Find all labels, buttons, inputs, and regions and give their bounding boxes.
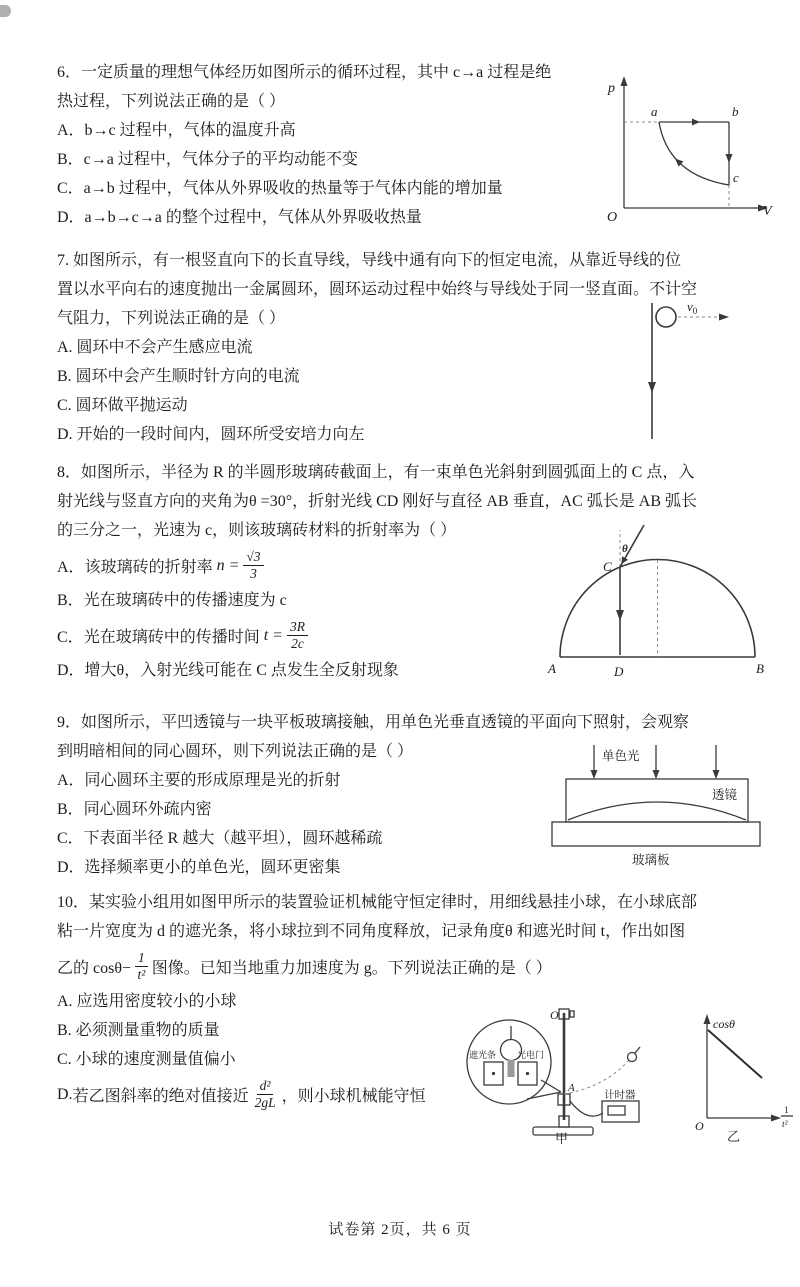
q7-option-b: B. 圆环中会产生顺时针方向的电流: [57, 368, 300, 385]
q10-option-d-text: 若乙图斜率的绝对值接近: [72, 1088, 249, 1105]
origin-label: O: [607, 210, 618, 225]
theta-label: θ: [622, 543, 628, 555]
q9-figure-newton-rings: [546, 742, 766, 870]
q10-stem-line-2: 粘一片宽度为 d 的遮光条，将小球拉到不同角度释放，记录角度θ 和遮光时间 t，作出如图: [57, 923, 686, 940]
point-c-label: C: [603, 559, 612, 574]
q7-figure-wire-ring: [627, 301, 772, 441]
velocity-arrow-icon: [719, 314, 729, 321]
data-line: [708, 1030, 762, 1078]
point-b-label: b: [732, 104, 739, 119]
q10-option-a: A. 应选用密度较小的小球: [57, 993, 237, 1010]
q10-stem-line-1: 10．某实验小组用如图甲所示的装置验证机械能守恒定律时，用细线悬挂小球，在小球底部: [57, 894, 698, 911]
q8-option-a-text: 该玻璃砖的折射率: [84, 559, 213, 576]
arrow-a-b-icon: [692, 119, 700, 126]
q6-stem-line-2: 热过程，下列说法正确的是（ ）: [57, 93, 286, 110]
shading-strip: [508, 1060, 515, 1077]
q10-stem-line-3: [57, 946, 772, 987]
q10-stem3-pre: 乙的 cosθ−: [57, 960, 132, 977]
metal-ring: [656, 307, 676, 327]
refracted-arrow-icon: [616, 610, 624, 621]
timer-label: 计时器: [604, 1090, 636, 1101]
q8-option-a-var: n =: [216, 556, 240, 574]
current-arrow-icon: [648, 382, 656, 393]
p-axis-label: p: [608, 81, 615, 96]
q6-stem-line-1: 6．一定质量的理想气体经历如图所示的循环过程，其中 c→a 过程是绝: [57, 64, 552, 81]
q10-option-c: C. 小球的速度测量值偏小: [57, 1051, 236, 1068]
x-axis-den: t²: [782, 1120, 788, 1130]
q9-stem-line-2: 到明暗相间的同心圆环，则下列说法正确的是（ ）: [57, 743, 414, 760]
q8-figure-semicircle-glass: [545, 524, 770, 682]
q6-option-a: A．b→c 过程中，气体的温度升高: [57, 122, 296, 139]
q8-option-c-fraction: $\frac{3R}{2c}$: [287, 619, 308, 651]
question-6: [57, 58, 772, 240]
glass-plate-label: 玻璃板: [632, 853, 670, 867]
shading-strip-label: 遮光条: [469, 1050, 497, 1060]
monochromatic-light-label: 单色光: [602, 749, 640, 763]
glass-plate: [552, 822, 760, 846]
q10-option-d-letter: D.: [57, 1085, 73, 1103]
q10-option-d-fraction: $\frac{\text{d²}}{2gL}$: [254, 1078, 276, 1110]
q6-figure-pv-diagram: [600, 68, 777, 225]
arrow-b-c-icon: [726, 154, 733, 163]
pivot-o-label: O: [550, 1008, 559, 1022]
q8-option-a-fraction: $\frac{√3}{3}$: [243, 549, 263, 581]
q6-option-c: C．a→b 过程中，气体从外界吸收的热量等于气体内能的增加量: [57, 180, 503, 197]
q10-option-b: B. 必须测量重物的质量: [57, 1022, 220, 1039]
cos-theta-label: cosθ: [713, 1017, 735, 1031]
q10-figure-graph: [685, 1006, 800, 1143]
q6-option-b: B．c→a 过程中，气体分子的平均动能不变: [57, 151, 358, 168]
q7-option-c: C. 圆环做平抛运动: [57, 397, 188, 414]
released-ball-string: [635, 1047, 640, 1053]
q8-option-c-letter: C．: [57, 629, 84, 646]
light-arrow-2-icon: [653, 770, 660, 779]
q7-option-d: D. 开始的一段时间内，圆环所受安培力向左: [57, 426, 365, 443]
page-footer: 试卷第 2页，共 6 页: [328, 1222, 472, 1238]
q10-stem3-post: 图像。已知当地重力加速度为 g。下列说法正确的是（ ）: [151, 960, 552, 977]
q10-figure-apparatus: [457, 1000, 667, 1145]
q8-option-c-text: 光在玻璃砖中的传播时间: [83, 629, 260, 646]
q8-option-b: B．光在玻璃砖中的传播速度为 c: [57, 592, 287, 609]
q8-stem-line-1: 8．如图所示，半径为 R 的半圆形玻璃砖截面上，有一束单色光斜射到圆弧面上的 C 点，入: [57, 464, 695, 481]
point-a-label: a: [651, 104, 658, 119]
q7-option-a: A. 圆环中不会产生感应电流: [57, 339, 253, 356]
released-ball: [628, 1053, 637, 1062]
t-axis-arrow-icon: [771, 1115, 781, 1122]
q6-option-d: D．a→b→c→a 的整个过程中，气体从外界吸收热量: [57, 209, 422, 226]
point-a-label: A: [568, 1082, 575, 1094]
figure-jia-caption: 甲: [555, 1131, 569, 1145]
q9-option-c: C．下表面半径 R 越大（越平坦），圆环越稀疏: [57, 830, 383, 847]
v0-label: $v_0$: [687, 301, 698, 316]
figure-yi-caption: 乙: [727, 1129, 741, 1143]
question-10: [57, 888, 789, 1150]
q7-stem-line-1: 7. 如图所示，有一根竖直向下的长直导线，导线中通有向下的恒定电流，从靠近导线的位: [57, 252, 682, 269]
question-8: [57, 458, 772, 688]
q8-option-a-letter: A．: [57, 559, 85, 576]
origin-label: O: [695, 1119, 704, 1133]
question-9: [57, 708, 772, 884]
q8-stem-line-3: 的三分之一，光速为 c，则该玻璃砖材料的折射率为（ ）: [57, 522, 457, 539]
question-7: [57, 246, 772, 451]
bubble-pointer-2: [527, 1092, 561, 1099]
q7-stem-line-2: 置以水平向右的速度抛出一金属圆环，圆环运动过程中始终与导线处于同一竖直面。不计空: [57, 281, 698, 298]
point-a-label: A: [548, 661, 556, 676]
top-clamp-knob: [570, 1011, 574, 1017]
q10-stem3-fraction: $\frac{1}{\text{t²}}$: [135, 950, 148, 982]
lens-label: 透镜: [712, 788, 738, 802]
q10-option-d-post: ，则小球机械能守恒: [281, 1088, 426, 1105]
point-c-label: c: [733, 170, 739, 185]
cos-axis-arrow-icon: [704, 1014, 711, 1024]
light-arrow-3-icon: [713, 770, 720, 779]
timer-wire: [570, 1101, 603, 1116]
process-c-a-curve: [659, 122, 729, 185]
q8-option-d: D．增大θ，入射光线可能在 C 点发生全反射现象: [57, 662, 399, 679]
q9-option-d: D．选择频率更小的单色光，圆环更密集: [57, 859, 341, 876]
q8-stem-line-2: 射光线与竖直方向的夹角为θ =30°，折射光线 CD 刚好与直径 AB 垂直，AC 弧长是 AB 弧长: [57, 493, 697, 510]
concave-surface: [568, 802, 746, 820]
timer-display: [608, 1106, 625, 1115]
point-b-label: B: [756, 661, 764, 676]
scan-artifact-mark: [0, 5, 11, 17]
q7-stem-line-3: 气阻力，下列说法正确的是（ ）: [57, 310, 286, 327]
q9-option-b: B．同心圆环外疏内密: [57, 801, 212, 818]
photogate-label: 光电门: [517, 1050, 545, 1060]
q9-option-a: A．同心圆环主要的形成原理是光的折射: [57, 772, 341, 789]
point-d-label: D: [614, 664, 624, 679]
q8-option-c-var: t =: [263, 626, 283, 644]
p-axis-arrow-icon: [621, 76, 628, 86]
light-arrow-1-icon: [591, 770, 598, 779]
q9-stem-line-1: 9．如图所示，平凹透镜与一块平板玻璃接触，用单色光垂直透镜的平面向下照射，会观察: [57, 714, 690, 731]
v-axis-label: V: [763, 204, 772, 219]
x-axis-num: 1: [784, 1106, 789, 1116]
